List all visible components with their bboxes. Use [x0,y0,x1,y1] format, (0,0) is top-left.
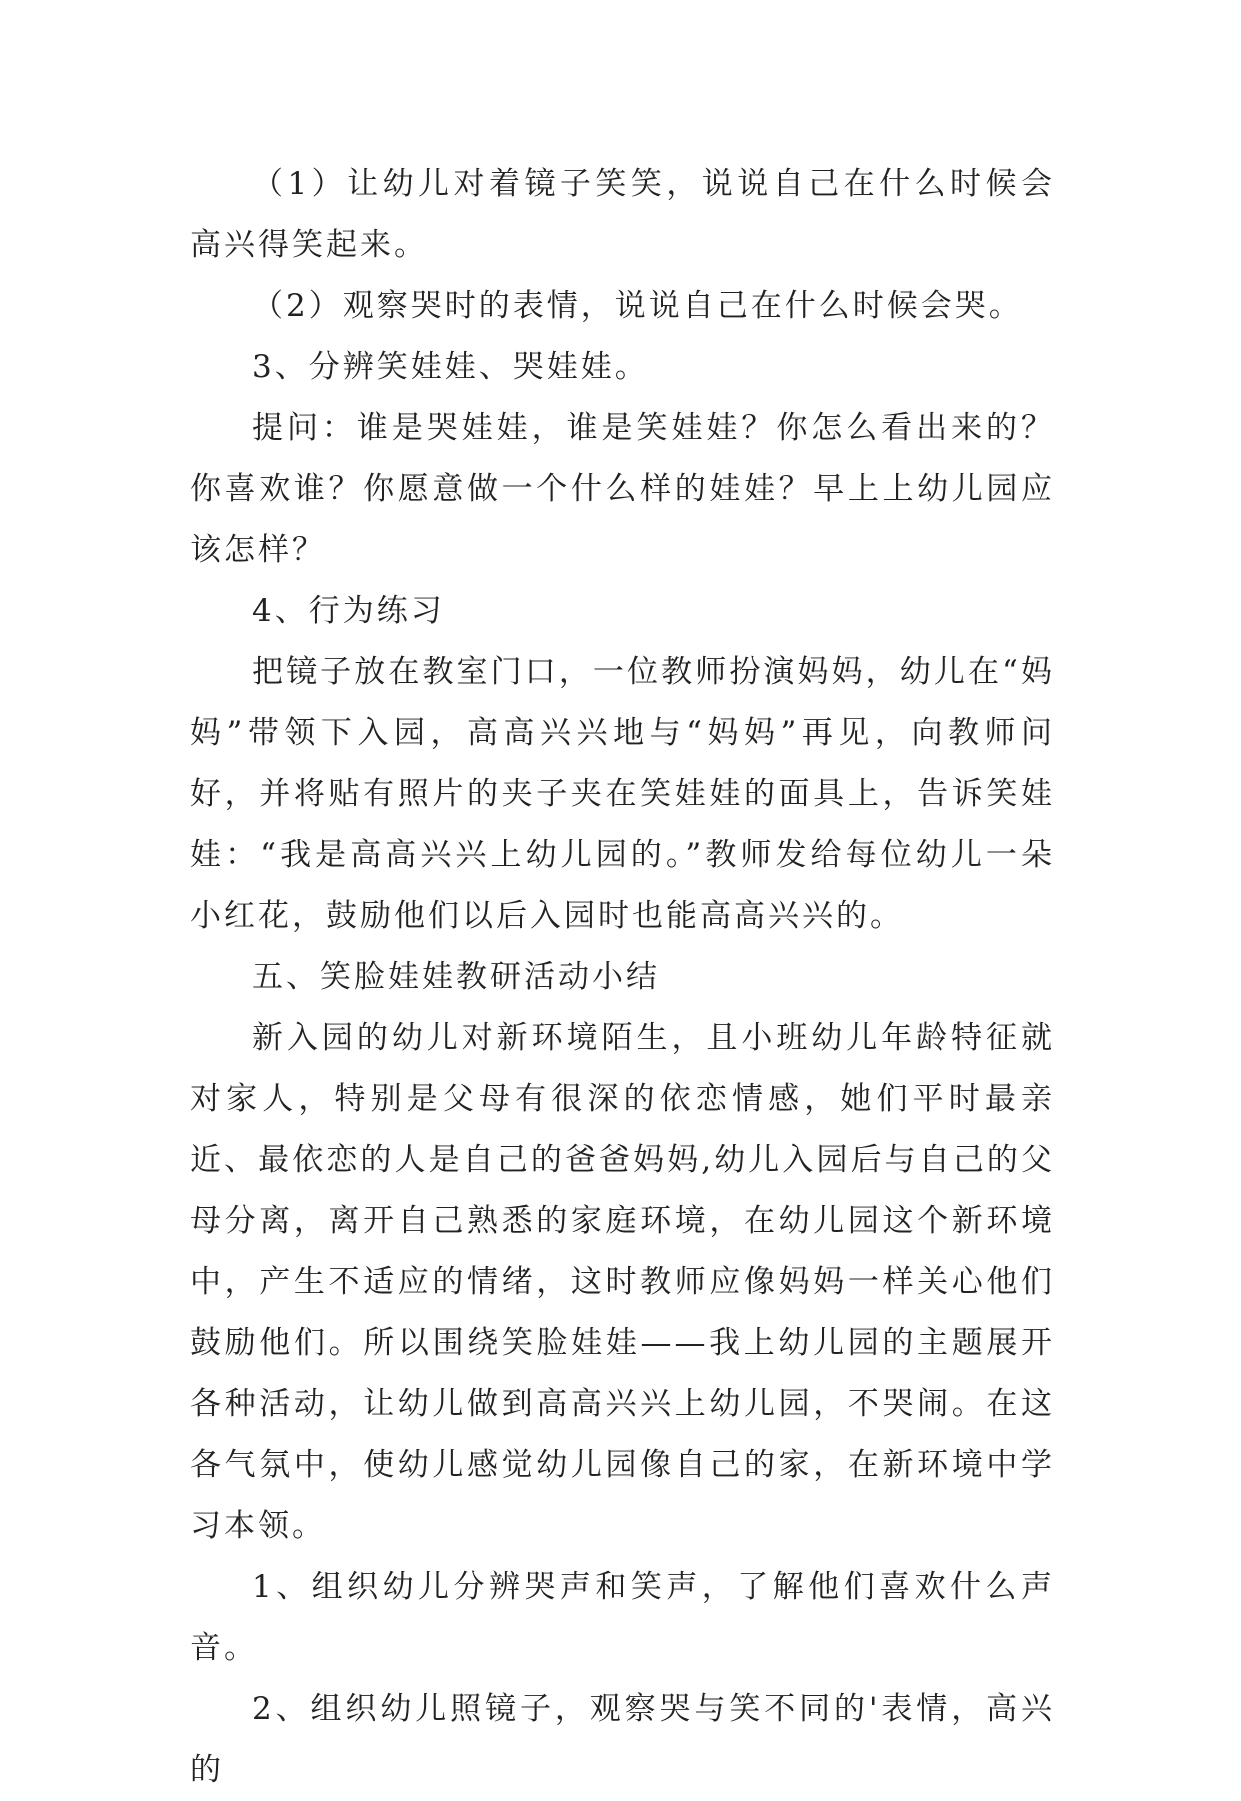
paragraph-behavior-practice: 把镜子放在教室门口，一位教师扮演妈妈，幼儿在“妈妈”带领下入园，高高兴兴地与“妈妈”再见，向教师问好，并将贴有照片的夹子夹在笑娃娃的面具上，告诉笑娃娃：“我是高高兴兴上幼儿园的。”教师发给每位幼儿一朵小红花，鼓励他们以后入园时也能高高兴兴的。 [190,654,1055,934]
paragraph-observe-crying: （2）观察哭时的表情，说说自己在什么时候会哭。 [252,288,1023,324]
document-body [190,154,1055,1801]
paragraph-mirror-smile: （1）让幼儿对着镜子笑笑，说说自己在什么时候会高兴得笑起来。 [190,166,1055,263]
paragraph-summary: 新入园的幼儿对新环境陌生，且小班幼儿年龄特征就对家人，特别是父母有很深的依恋情感，她们平时最亲近、最依恋的人是自己的爸爸妈妈,幼儿入园后与自己的父母分离，离开自己熟悉的家庭环境，在幼儿园这个新环境中，产生不适应的情绪，这时教师应像妈妈一样关心他们鼓励他们。所以围绕笑脸娃娃——我上幼儿园的主题展开各种活动，让幼儿做到高高兴兴上幼儿园，不哭闹。在这各气氛中，使幼儿感觉幼儿园像自己的家，在新环境中学习本领。 [190,1020,1055,1544]
paragraph-questions: 提问：谁是哭娃娃，谁是笑娃娃？你怎么看出来的？你喜欢谁？你愿意做一个什么样的娃娃？早上上幼儿园应该怎样？ [190,410,1055,568]
paragraph-step-4-heading: 4、行为练习 [252,593,445,629]
paragraph-step-3-heading: 3、分辨笑娃娃、哭娃娃。 [252,349,649,385]
section-heading-summary: 五、笑脸娃娃教研活动小结 [252,959,660,995]
paragraph-list-item-2: 2、组织幼儿照镜子，观察哭与笑不同的'表情，高兴的 [190,1691,1055,1788]
paragraph-list-item-1: 1、组织幼儿分辨哭声和笑声，了解他们喜欢什么声音。 [190,1569,1055,1666]
